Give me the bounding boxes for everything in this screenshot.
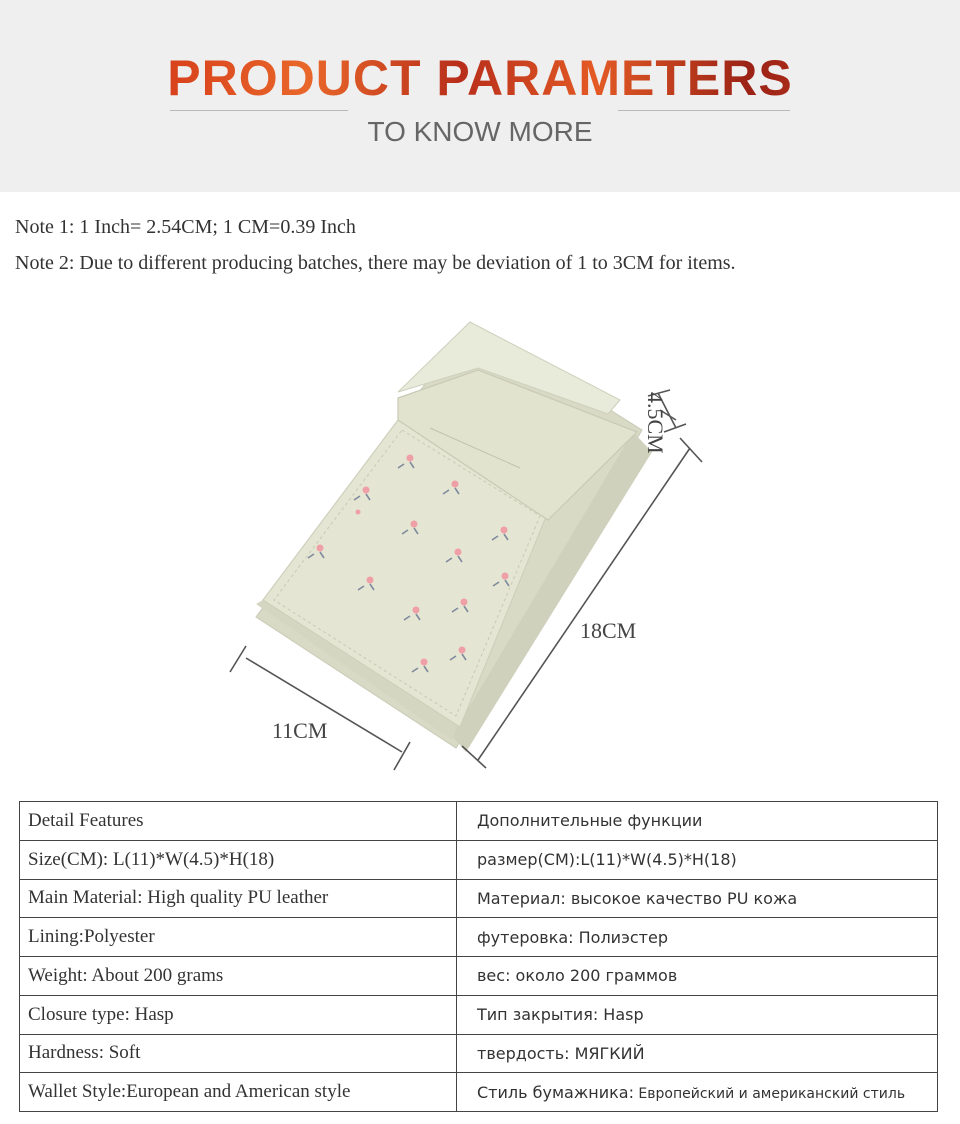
spec-en-cell: Lining:Polyester [20,918,457,957]
banner-subtitle: TO KNOW MORE [367,116,593,147]
spec-en-cell: Wallet Style:European and American style [20,1073,457,1112]
spec-en-cell: Hardness: Soft [20,1034,457,1073]
spec-en-cell: Main Material: High quality PU leather [20,879,457,918]
spec-ru-cell: вес: около 200 граммов [457,957,938,996]
spec-ru-cell: Материал: высокое качество PU кожа [457,879,938,918]
table-row [20,1073,938,1112]
table-row [20,802,938,841]
spec-ru-cell: твердость: МЯГКИЙ [457,1034,938,1073]
table-row [20,918,938,957]
table-row [20,840,938,879]
spec-ru-cell: Дополнительные функции [457,802,938,841]
note-1: Note 1: 1 Inch= 2.54CM; 1 CM=0.39 Inch [15,216,356,238]
spec-ru-label: Стиль бумажника: [477,1082,634,1102]
product-image [0,290,960,790]
header-banner [0,0,960,192]
spec-ru-cell: размер(CM):L(11)*W(4.5)*H(18) [457,840,938,879]
banner-divider-right [618,110,790,111]
table-row [20,995,938,1034]
spec-ru-cell: футеровка: Полиэстер [457,918,938,957]
spec-en-cell: Detail Features [20,802,457,841]
table-row [20,957,938,996]
banner-title: PRODUCT PARAMETERS [0,48,960,108]
table-row [20,879,938,918]
table-row [20,1034,938,1073]
note-2: Note 2: Due to different producing batches, there may be deviation of 1 to 3CM for items. [15,252,736,274]
spec-ru-cell: Тип закрытия: Hasp [457,995,938,1034]
height-label: 4.5CM [643,392,668,454]
spec-en-cell: Size(CM): L(11)*W(4.5)*H(18) [20,840,457,879]
length-label: 18CM [580,618,637,643]
spec-en-cell: Weight: About 200 grams [20,957,457,996]
banner-divider-left [170,110,348,111]
spec-ru-value: Европейский и американский стиль [633,1085,906,1102]
width-label: 11CM [272,718,328,743]
spec-ru-cell [457,1073,938,1112]
spec-en-cell: Closure type: Hasp [20,995,457,1034]
specs-table [19,801,938,1112]
